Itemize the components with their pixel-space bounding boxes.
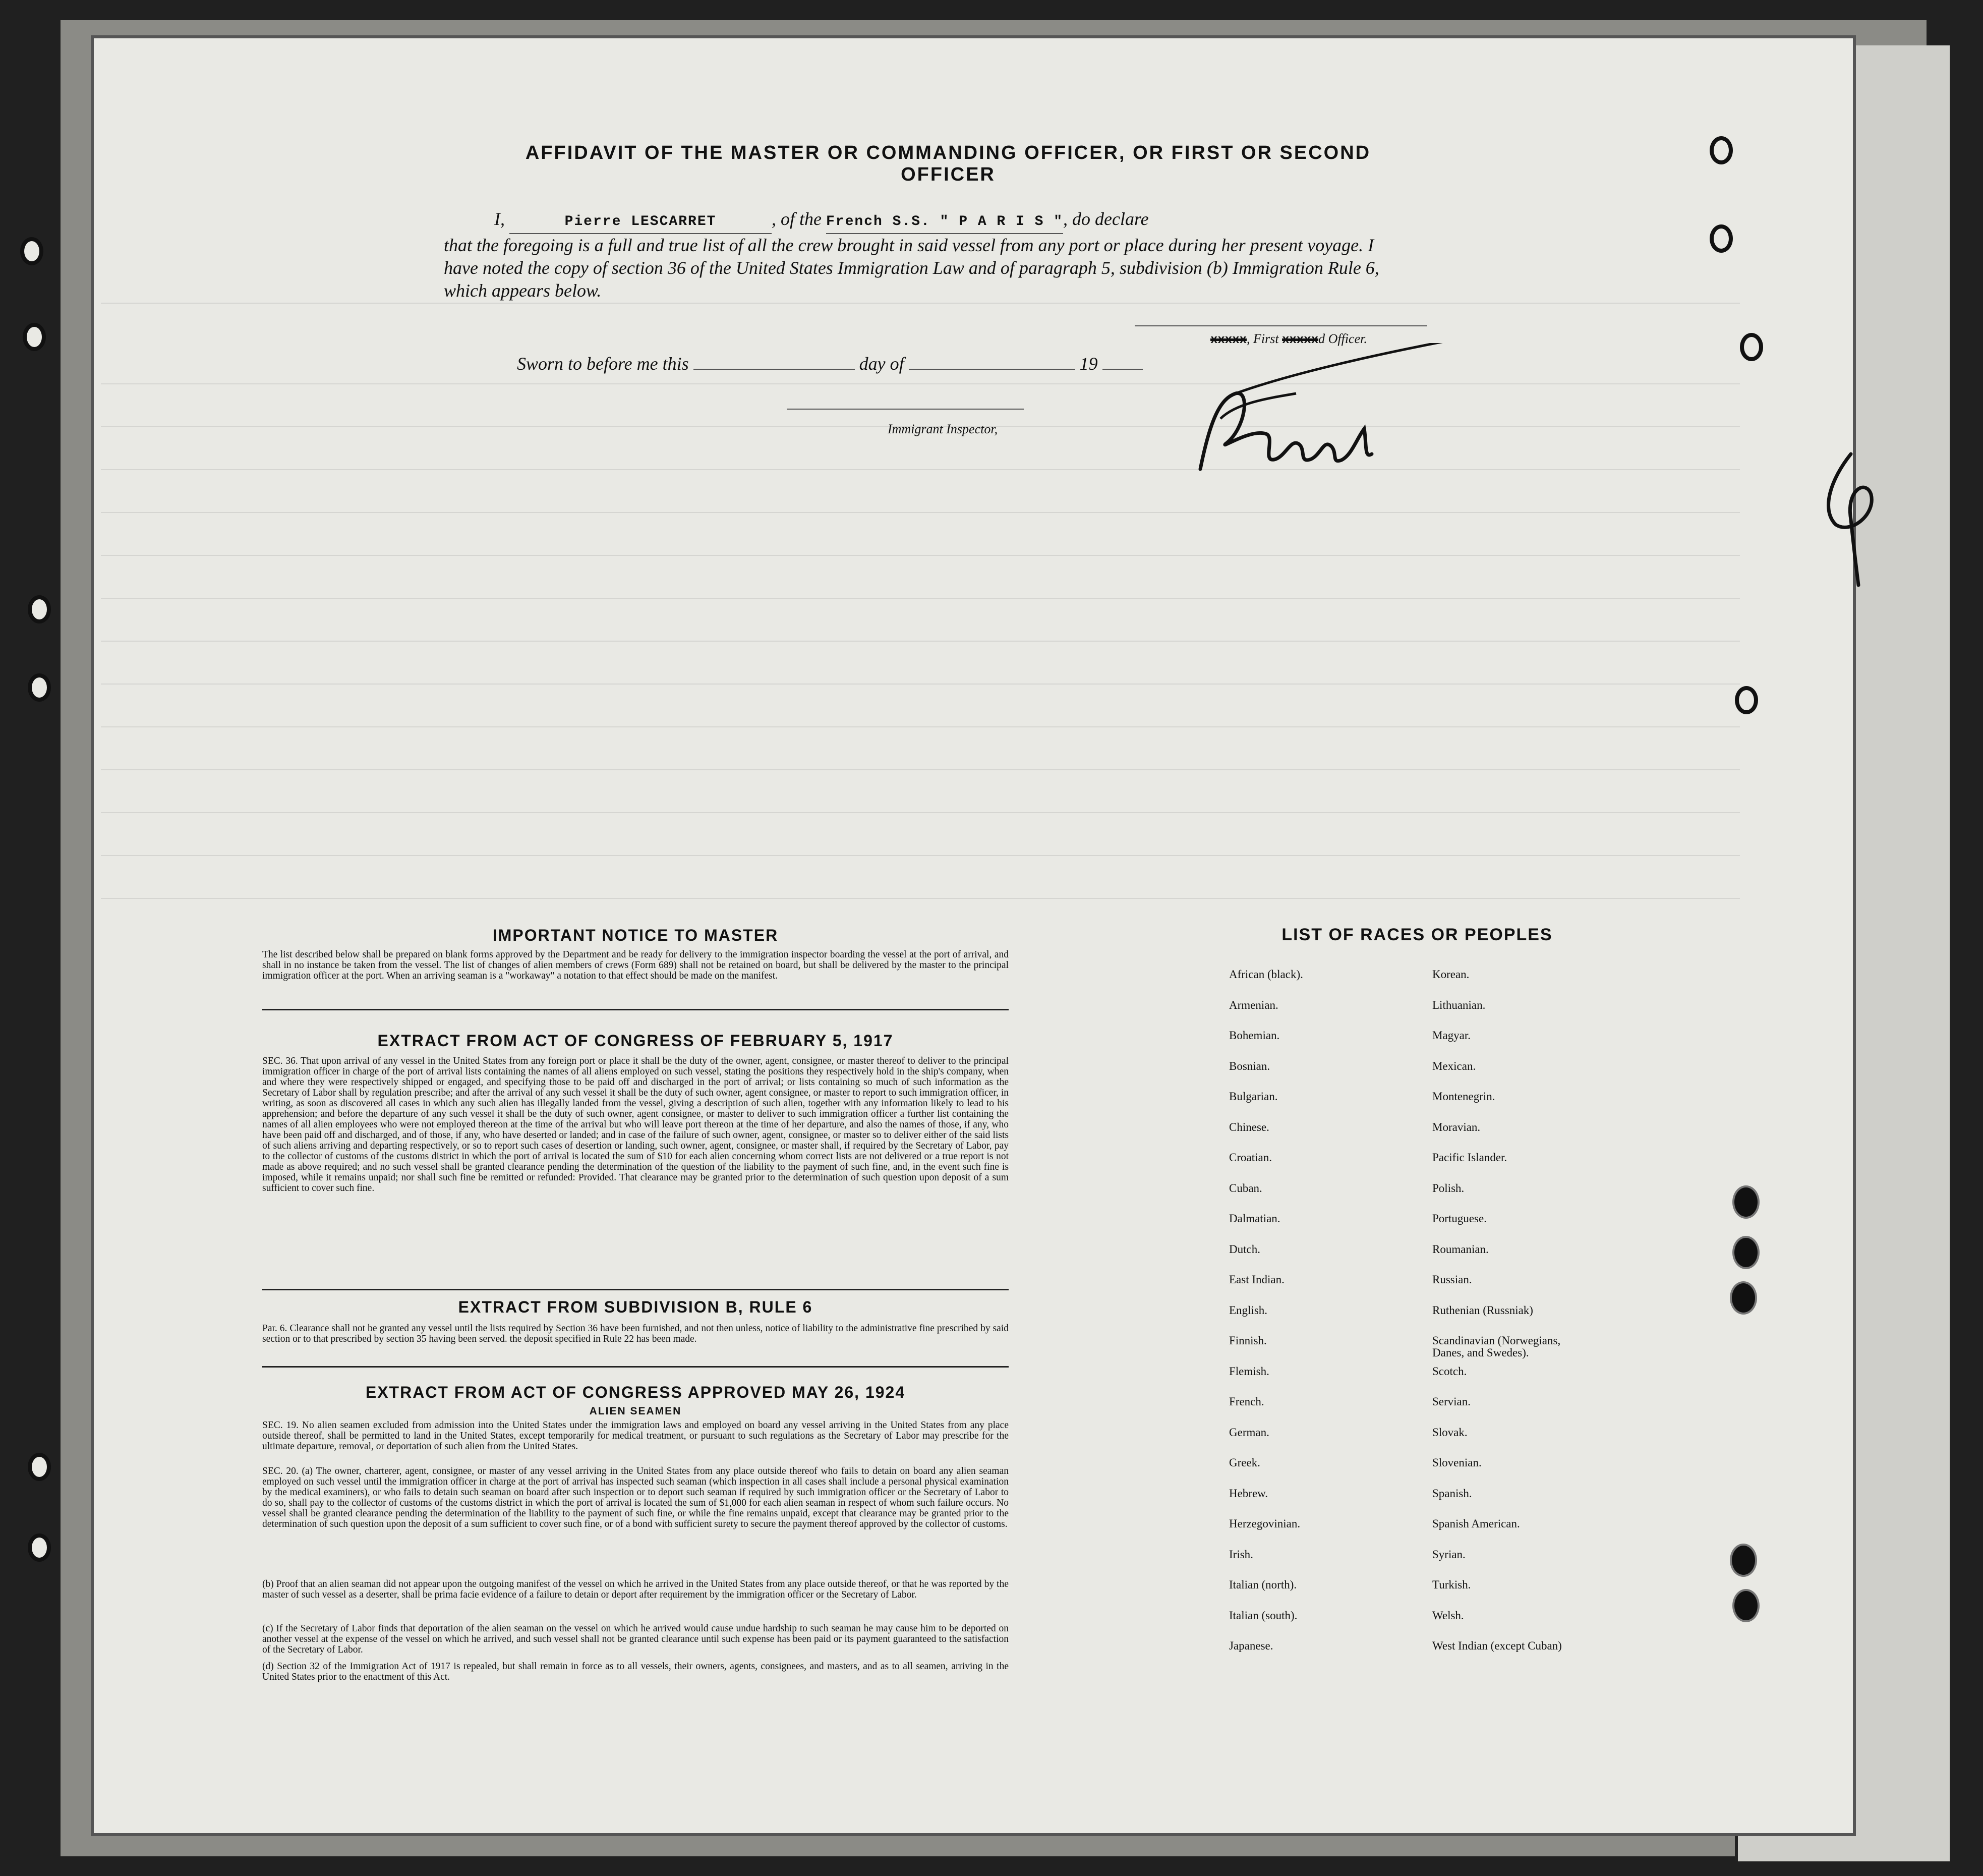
year-prefix: 19: [1079, 354, 1098, 374]
affidavit-pronoun: I,: [494, 209, 505, 229]
race-item: Bosnian.: [1229, 1059, 1270, 1072]
punch-hole: [23, 323, 46, 351]
bleed-rule: [101, 555, 1740, 556]
struck-text: xxxxx: [1282, 333, 1319, 347]
divider: [262, 1009, 1009, 1010]
extract-1924-subtitle: ALIEN SEAMEN: [589, 1405, 682, 1417]
race-item: Spanish American.: [1432, 1517, 1520, 1530]
race-item: Finnish.: [1229, 1334, 1267, 1347]
inspector-signature-line: [787, 409, 1024, 410]
bleed-rule: [101, 812, 1740, 813]
extract-rule6-title: EXTRACT FROM SUBDIVISION B, RULE 6: [458, 1298, 813, 1316]
bleed-rule: [101, 598, 1740, 599]
year-blank: [1102, 354, 1143, 370]
punch-hole: [1710, 136, 1733, 164]
divider: [262, 1366, 1009, 1368]
races-list-right: [1432, 969, 1562, 1671]
punch-hole: [1710, 224, 1733, 253]
bleed-rule: [101, 855, 1740, 856]
race-item: Montenegrin.: [1432, 1090, 1495, 1103]
race-item: Croatian.: [1229, 1151, 1272, 1164]
race-item: Portuguese.: [1432, 1212, 1487, 1225]
race-item: Roumanian.: [1432, 1242, 1489, 1256]
race-item: Polish.: [1432, 1181, 1465, 1195]
punch-hole: [28, 673, 51, 702]
race-item: Mexican.: [1432, 1059, 1476, 1072]
extract-1917-title: EXTRACT FROM ACT OF CONGRESS OF FEBRUARY 5, 1917: [377, 1032, 894, 1050]
race-item: Syrian.: [1432, 1548, 1466, 1561]
officer-label-b: d Officer.: [1318, 331, 1367, 346]
race-item: Pacific Islander.: [1432, 1151, 1507, 1164]
bleed-rule: [101, 512, 1740, 513]
race-item: African (black).: [1229, 968, 1303, 981]
extract-1924-sec19: SEC. 19. No alien seamen excluded from admission into the United States under the immigration laws and employed on board any vessel arriving in the United States from any place outside thereof, shall be permitted to land in the United States, except temporarily for medical treatment, or pursuant to such regulations as the Secretary of Labor may prescribe for the ultimate departure, removal, or deportation of such alien from the United States.: [262, 1420, 1009, 1452]
month-blank: [909, 354, 1075, 370]
bleed-rule: [101, 726, 1740, 727]
race-item: Greek.: [1229, 1456, 1260, 1469]
bleed-rule: [101, 383, 1740, 384]
race-item: English.: [1229, 1303, 1268, 1317]
race-item: Scotch.: [1432, 1365, 1467, 1378]
handwritten-mark: [1816, 449, 1891, 590]
race-item: German.: [1229, 1426, 1269, 1439]
bleed-rule: [101, 641, 1740, 642]
race-item: Chinese.: [1229, 1120, 1269, 1133]
race-item: Lithuanian.: [1432, 998, 1486, 1011]
race-item: Bulgarian.: [1229, 1090, 1278, 1103]
race-item: Russian.: [1432, 1273, 1472, 1286]
race-item: East Indian.: [1229, 1273, 1285, 1286]
extract-1924-sec20c: (c) If the Secretary of Labor finds that deportation of the alien seaman on the vessel on which he arrived would cause undue hardship to such seaman he may cause him to be deported on another vessel at the expense of the vessel on which he arrived, and such vessel shall not be granted clearance until such expense has been paid or its payment guaranteed to the satisfaction of the Secretary of Labor.: [262, 1623, 1009, 1655]
punch-hole: [1735, 686, 1758, 714]
struck-text: xxxxx: [1210, 333, 1247, 347]
notice-text: The list described below shall be prepared on blank forms approved by the Department and be ready for delivery to the immigration inspector boarding the vessel at the port of arrival, and shall in no instance be taken from the vessel. The list of changes of alien members of crews (Form 689) shall not be retained on board, but shall be delivered by the master to the principal immigration officer at the port. When an arriving seaman is a "workaway" a notation to that effect should be made on the manifest.: [262, 949, 1009, 981]
race-item: Flemish.: [1229, 1365, 1269, 1378]
race-item: Turkish.: [1432, 1578, 1471, 1591]
race-item: Moravian.: [1432, 1120, 1481, 1133]
affidavit-statement: [444, 208, 1412, 302]
punch-hole: [28, 1453, 51, 1481]
bleed-rule: [101, 769, 1740, 770]
race-item: Spanish.: [1432, 1487, 1472, 1500]
officer-signature-line: [1135, 325, 1427, 326]
extract-1924-title: EXTRACT FROM ACT OF CONGRESS APPROVED MAY 26, 1924: [365, 1383, 906, 1401]
race-item: Scandinavian (Norwegians, Danes, and Swedes).: [1432, 1334, 1561, 1359]
race-item: French.: [1229, 1395, 1264, 1408]
race-item: Japanese.: [1229, 1639, 1273, 1652]
notice-title: IMPORTANT NOTICE TO MASTER: [492, 926, 779, 944]
handwritten-signature: [1190, 343, 1473, 494]
master-name-field: Pierre LESCARRET: [509, 210, 772, 234]
punch-hole: [1732, 1185, 1760, 1219]
affidavit-declare: , do declare: [1063, 209, 1149, 229]
race-item: Korean.: [1432, 968, 1470, 981]
punch-hole: [1730, 1544, 1757, 1577]
race-item: West Indian (except Cuban): [1432, 1639, 1562, 1652]
bleed-rule: [101, 469, 1740, 470]
punch-hole: [1732, 1236, 1760, 1269]
affidavit-of-the: , of the: [772, 209, 822, 229]
race-item: Cuban.: [1229, 1181, 1262, 1195]
vessel-name-field: French S.S. " P A R I S ": [826, 210, 1063, 234]
race-item: Herzegovinian.: [1229, 1517, 1301, 1530]
punch-hole: [28, 1533, 51, 1562]
race-item: Servian.: [1432, 1395, 1471, 1408]
punch-hole: [1740, 333, 1763, 361]
affidavit-body: that the foregoing is a full and true list of all the crew brought in said vessel from any port or place during her present voyage. I have noted the copy of section 36 of the United States Immigration Law and of paragraph 5, subdivision (b) Immigration Rule 6, which appears below.: [444, 235, 1379, 301]
race-item: Dalmatian.: [1229, 1212, 1280, 1225]
divider: [262, 1289, 1009, 1290]
race-item: Slovenian.: [1432, 1456, 1482, 1469]
day-of-text: day of: [859, 354, 904, 374]
race-item: Dutch.: [1229, 1242, 1260, 1256]
race-item: Irish.: [1229, 1548, 1253, 1561]
inspector-label: Immigrant Inspector,: [888, 422, 998, 436]
race-item: Hebrew.: [1229, 1487, 1268, 1500]
punch-hole: [1732, 1589, 1760, 1622]
sworn-statement: [517, 353, 1143, 374]
sworn-text: Sworn to before me this: [517, 354, 689, 374]
race-item: Magyar.: [1432, 1029, 1471, 1042]
bleed-rule: [101, 898, 1740, 899]
punch-hole: [28, 595, 51, 623]
races-title: LIST OF RACES OR PEOPLES: [1281, 925, 1553, 944]
races-list-left: [1229, 969, 1303, 1671]
race-item: Slovak.: [1432, 1426, 1468, 1439]
bleed-rule: [101, 684, 1740, 685]
extract-1917-text: SEC. 36. That upon arrival of any vessel in the United States from any foreign port or place it shall be the duty of the owner, agent, consignee, or master thereof to deliver to the principal immigration officer in charge of the port of arrival lists containing the names of all aliens employed on such vessel, stating the positions they respectively hold in the ship's company, when and where they were respectively shipped or engaged, and specifying those to be paid off and discharged in the port of arrival; or lists containing so much of such information as the Secretary of Labor shall by regulation prescribe; and after the arrival of any such vessel it shall be the duty of such owner, agent consignee, or master to report to such immigration officer, in writing, as soon as discovered all cases in which any such alien has illegally landed from the vessel, giving a description of such alien, together with any information likely to lead to his apprehension; and before the departure of any such vessel it shall be the duty of such owner, agent consignee, or master to deliver to such immigration officer a further list containing the names of all alien employees who were not employed thereon at the time of the arrival but who will leave port thereon at the time of her departure, and also the names of those, if any, who have been paid off and discharged, and of those, if any, who have deserted or landed; and in case of the failure of such owner, agent, consignee, or master so to deliver either of the said lists of such aliens arriving and departing respectively, or so to report such cases of desertion or landing, such owner, agent, consignee, or master shall, if required by the Secretary of Labor, pay to the collector of customs of the customs district in which the port of arrival is located the sum of $10 for each alien concerning whom correct lists are not delivered or a true report is not made as above required; and no such vessel shall be granted clearance pending the determination of the question of the liability to the payment of such fine, and, in the event such fine is imposed, while it remains unpaid; nor shall such fine be remitted or refunded: Provided. That clearance may be granted prior to the determination of such question upon deposit of a sum sufficient to cover such fine.: [262, 1056, 1009, 1193]
race-item: Ruthenian (Russniak): [1432, 1303, 1533, 1317]
bleed-rule: [101, 303, 1740, 304]
race-item: Armenian.: [1229, 998, 1278, 1011]
extract-1924-sec20d: (d) Section 32 of the Immigration Act of 1917 is repealed, but shall remain in force as to all vessels, their owners, agents, consignees, and masters, and as to all seamen, arriving in the United States prior to the enactment of this Act.: [262, 1661, 1009, 1682]
punch-hole: [20, 237, 43, 265]
punch-hole: [1730, 1281, 1757, 1315]
race-item: Bohemian.: [1229, 1029, 1280, 1042]
officer-label-a: , First: [1247, 331, 1282, 346]
extract-rule6-text: Par. 6. Clearance shall not be granted any vessel until the lists required by Section 36 have been furnished, and not then unless, notice of liability to the administrative fine prescribed by said section or to that prescribed by section 35 having been served. the deposit specified in Rule 22 has been made.: [262, 1323, 1009, 1344]
race-item: Italian (south).: [1229, 1609, 1298, 1622]
extract-1924-sec20b: (b) Proof that an alien seaman did not appear upon the outgoing manifest of the vessel on which he arrived in the United States from any place outside thereof, or that he was reported by the master of such vessel as a deserter, shall be prima facie evidence of a failure to detain or deport after requirement by the immigration officer or the Secretary of Labor.: [262, 1579, 1009, 1600]
affidavit-title: AFFIDAVIT OF THE MASTER OR COMMANDING OFFICER, OR FIRST OR SECOND OFFICER: [525, 142, 1371, 185]
day-blank: [693, 354, 855, 370]
race-item: Welsh.: [1432, 1609, 1464, 1622]
extract-1924-sec20a: SEC. 20. (a) The owner, charterer, agent, consignee, or master of any vessel arriving in the United States from any place outside thereof who fails to detain on board any alien seaman employed on such vessel until the immigration officer in charge at the port of arrival has inspected such seaman (which inspection in all cases shall include a personal physical examination by the medical examiners), or who fails to detain such seaman on board after such inspection or to deport such seaman if required by such immigration officer or the Secretary of Labor to do so, shall pay to the collector of customs of the customs district in which the port of arrival is located the sum of $1,000 for each alien seaman in respect of whom such failure occurs. No vessel shall be granted clearance pending the determination of the liability to the payment of such fine, or while the fine remains unpaid, except that clearance may be granted prior to the determination of such question upon the deposit of a sum sufficient to cover such fine, or of a bond with sufficient surety to secure the payment thereof approved by the collector of customs.: [262, 1466, 1009, 1529]
race-item: Italian (north).: [1229, 1578, 1297, 1591]
